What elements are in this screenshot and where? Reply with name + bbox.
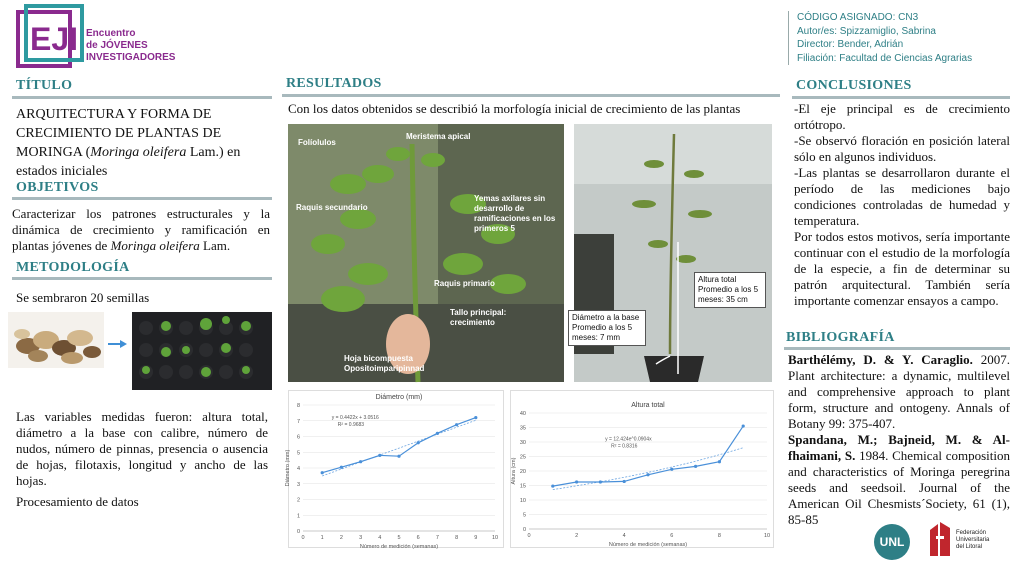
x-tick-label: 7 (435, 535, 439, 541)
author-info (788, 11, 972, 65)
logo-line-1: Encuentro (86, 28, 136, 39)
conclusion-1: -El eje principal es de crecimiento ortótropo. (794, 101, 1010, 132)
autor: Autor/es: Spizzamiglio, Sabrina (797, 25, 936, 37)
trendline-equation: y = 12.424e^0.0904x (605, 436, 652, 443)
x-tick-label: 6 (416, 535, 420, 541)
data-point (599, 480, 602, 483)
eji-logo (16, 6, 82, 70)
chart-title: Diámetro (mm) (375, 394, 423, 401)
data-point (455, 423, 458, 426)
data-point (321, 471, 324, 474)
unl-logo: UNL (874, 524, 910, 560)
seedling-tray-photo (132, 312, 272, 390)
codigo: CÓDIGO ASIGNADO: CN3 (797, 12, 919, 23)
conclusion-3: -Las plantas se desarrollaron durante el período de las mediciones bajo condiciones controladas de humedad y temperatura. (794, 165, 1010, 228)
y-tick-label: 30 (519, 440, 526, 446)
objetivos-text (12, 206, 270, 254)
plant-morphology-photo (288, 124, 564, 382)
y-tick-label: 3 (296, 481, 300, 488)
y-tick-label: 8 (296, 403, 300, 409)
data-point (694, 465, 697, 468)
y-tick-label: 35 (519, 425, 526, 432)
objetivos-text-a: Caracterizar los patrones estructurales y la dinámica de crecimiento y ramificación en plantas jóvenes de (12, 206, 270, 253)
bibliografia-list (788, 352, 1010, 528)
x-tick-label: 0 (301, 535, 305, 541)
conclusiones-bar (792, 96, 1010, 99)
x-tick-label: 2 (575, 533, 579, 539)
y-tick-label: 0 (296, 529, 300, 535)
objetivos-species: Moringa oleifera (110, 238, 200, 253)
data-point (670, 468, 673, 471)
x-tick-label: 6 (670, 533, 674, 539)
objetivos-bar (12, 197, 272, 200)
y-tick-label: 25 (519, 454, 526, 461)
diametro-chart (285, 390, 504, 550)
label-raquis-primario: Raquis primario (434, 279, 495, 288)
altura-box: Altura total Promedio a los 5 meses: 35 cm (694, 272, 766, 308)
data-point (551, 484, 554, 487)
arrow-right-icon (108, 336, 128, 354)
y-tick-label: 7 (296, 418, 300, 425)
y-tick-label: 0 (522, 527, 526, 533)
objetivos-heading: OBJETIVOS (16, 180, 99, 195)
reference-2-authors: Spandana, M.; Bajneid, M. & Al-fhaimani, S. (788, 432, 1010, 463)
diametro-box: Diámetro a la base Promedio a los 5 meses: 7 mm (568, 310, 646, 346)
y-tick-label: 40 (519, 411, 526, 417)
label-tallo: Tallo principal: crecimiento (450, 308, 507, 327)
data-point (623, 480, 626, 483)
metodologia-bar (12, 277, 272, 280)
label-meristema: Meristema apical (406, 132, 471, 141)
x-tick-label: 4 (622, 533, 626, 539)
filiacion: Filiación: Facultad de Ciencias Agrarias (797, 52, 973, 64)
x-tick-label: 8 (455, 535, 459, 541)
metodologia-heading: METODOLOGÍA (16, 260, 130, 275)
logo-line-3: INVESTIGADORES (86, 52, 176, 63)
titulo-bar (12, 96, 272, 99)
data-point (718, 460, 721, 463)
label-raquis-secundario: Raquis secundario (296, 203, 368, 212)
poster-title (16, 105, 272, 181)
logo-mark: EJI (30, 21, 79, 57)
chart-title: Altura total (631, 402, 665, 409)
title-line-2: CRECIMIENTO DE PLANTAS DE (16, 126, 222, 141)
resultados-intro: Con los datos obtenidos se describió la morfología inicial de crecimiento de las plantas (288, 101, 741, 116)
conclusiones-text (794, 101, 1010, 309)
trendline (322, 420, 476, 476)
data-point (742, 424, 745, 427)
x-tick-label: 1 (320, 535, 324, 541)
fue-line-1: Federación (956, 530, 987, 536)
variables-text: Las variables medidas fueron: altura total, diámetro a la base con calibre, número de nudos, número de pinnas, presencia o ausencia de hojas, filotaxis, longitud y ancho de las hojas. (16, 409, 268, 488)
title-line-1: ARQUITECTURA Y FORMA DE (16, 107, 212, 122)
data-point (397, 455, 400, 458)
bibliografia-heading: BIBLIOGRAFÍA (786, 330, 895, 345)
data-point (417, 441, 420, 444)
x-tick-label: 0 (527, 533, 531, 539)
data-point (340, 466, 343, 469)
diametro-chart-svg (285, 391, 505, 550)
trendline-r2: R² = 0.8316 (611, 443, 638, 450)
logo-line-2: de JÓVENES (86, 40, 148, 51)
x-axis-label: Número de medición (semanas) (359, 544, 439, 550)
resultados-heading: RESULTADOS (286, 76, 382, 91)
reference-2 (788, 432, 1010, 528)
data-point (359, 460, 362, 463)
title-line-4: estados iniciales (16, 164, 108, 179)
reference-1 (788, 352, 1010, 432)
fue-logo-icon (928, 520, 952, 560)
trendline-r2: R² = 0.9683 (337, 422, 365, 429)
y-axis-label: Diámetro (mm) (285, 449, 291, 487)
fue-line-3: del Litoral (956, 544, 983, 550)
y-tick-label: 1 (296, 513, 300, 520)
reference-1-authors: Barthélémy, D. & Y. Caraglio. (788, 352, 973, 367)
label-yemas: Yemas axilares sin desarrollo de ramificaciones en los primeros 5 (474, 194, 556, 233)
y-tick-label: 20 (519, 469, 526, 475)
data-point (436, 432, 439, 435)
trendline (553, 448, 743, 490)
altura-chart (510, 390, 774, 548)
bibliografia-bar (784, 347, 1010, 350)
y-tick-label: 5 (522, 512, 526, 519)
director: Director: Bender, Adrián (797, 39, 904, 50)
y-tick-label: 6 (296, 434, 300, 441)
trendline-equation: y = 0.4422x + 3.0516 (331, 415, 379, 422)
logo-wordmark (86, 28, 175, 64)
title-line-3 (16, 143, 272, 162)
y-tick-label: 5 (296, 450, 300, 457)
conclusion-2: -Se observó floración en posición lateral sólo en algunos individuos. (794, 133, 1010, 164)
fue-logo-text (956, 530, 989, 551)
label-hoja: Hoja bicompuesta Opositoimparipinnad (344, 354, 425, 373)
fue-line-2: Universitaria (956, 537, 990, 543)
semillas-text: Se sembraron 20 semillas (16, 290, 150, 305)
potted-plant-photo (574, 124, 772, 382)
x-tick-label: 9 (474, 535, 478, 541)
x-tick-label: 10 (491, 535, 499, 541)
x-tick-label: 8 (717, 533, 721, 539)
y-axis-label: Altura (cm) (511, 457, 517, 485)
data-point (378, 454, 381, 457)
y-tick-label: 4 (296, 466, 300, 472)
data-point (575, 480, 578, 483)
objetivos-text-b: Lam. (199, 238, 231, 253)
title-line-3b: Lam.) en (186, 145, 241, 160)
x-tick-label: 5 (397, 535, 401, 541)
data-point (646, 473, 649, 476)
x-tick-label: 10 (763, 533, 771, 539)
label-foliolulos: Folíolulos (298, 138, 336, 147)
x-tick-label: 3 (359, 535, 363, 541)
y-tick-label: 10 (519, 498, 526, 504)
conclusiones-heading: CONCLUSIONES (796, 78, 912, 93)
data-point (474, 416, 477, 419)
title-line-3a: MORINGA ( (16, 145, 91, 160)
reference-1-details: 2007. Plant architecture: a dynamic, multilevel and comprehensive approach to plant form, structure and ontogeny. Annals of Botany 99: 375-407. (788, 352, 1011, 431)
titulo-heading: TÍTULO (16, 78, 73, 93)
seeds-photo (8, 312, 104, 368)
x-tick-label: 2 (339, 535, 343, 541)
y-tick-label: 2 (296, 497, 300, 504)
x-tick-label: 4 (378, 535, 382, 541)
x-axis-label: Número de medición (semanas) (608, 542, 688, 548)
title-species: Moringa oleifera (90, 145, 187, 160)
y-tick-label: 15 (519, 483, 526, 490)
procesamiento-text: Procesamiento de datos (16, 494, 139, 509)
altura-chart-svg (511, 391, 775, 549)
conclusion-4: Por todos estos motivos, sería importante continuar con el estudio de la morfología de la especie, a fin de determinar su patrón arquitectural. También sería importante comenzar ensayos a campo. (794, 229, 1010, 308)
resultados-bar (282, 94, 780, 97)
reference-2-details: 1984. Chemical composition and characteristics of Moringa peregrina seeds and seedsoil. Journal of the American Oil Chesmists´Society, 61 (1), 85-85 (788, 448, 1010, 527)
